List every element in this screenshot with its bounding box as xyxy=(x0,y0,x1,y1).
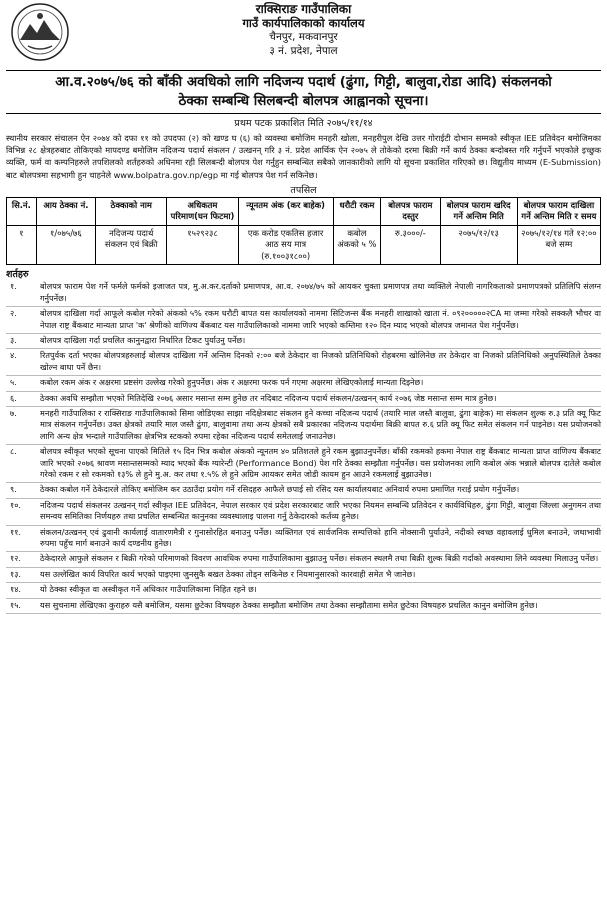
term-text: यस उल्लेखित कार्य विपरित कार्य भएको पाइएमा जुनसुकै बखत ठेक्का तोड्न सकिनेछ र नियमानुसारको कारवाही समेत भै जानेछ। xyxy=(40,568,416,579)
col-header-sn: सि.नं. xyxy=(7,197,37,225)
term-number: १२. xyxy=(10,553,21,564)
term-text: नदिजन्य पदार्थ संकलनर उत्खनन् गर्दा स्वीकृत IEE प्रतिवेदन, नेपाल सरकार एवं प्रदेश सरकारबाट जारि भएका नियमन सम्बन्धि प्रतिवेदन र कार्यविधिहरु, ढुंगा गिट्टी, बालुवा जिल्ला अनुगमन तथा समन्वय समितिका निर्णयहरु तथा प्रचलित सम्बन्धित कानुनका व्यवस्थालाइ पालना गर्नु ठेकेदारको कर्तव्य हुनेछ। xyxy=(40,499,601,522)
term-item xyxy=(6,568,601,583)
term-number: १०. xyxy=(10,499,21,510)
col-header-submission-deadline: बोलपत्र फाराम दाखिला गर्ने अन्तिम मिति र समय xyxy=(517,197,600,225)
col-header-contract-name: ठेक्काको नाम xyxy=(96,197,167,225)
table-cell: १ xyxy=(7,225,37,265)
term-number: ११. xyxy=(10,526,21,537)
col-header-max-quantity: अधिकतम परिमाण(घन फिटमा) xyxy=(167,197,238,225)
term-item xyxy=(6,552,601,567)
col-header-purchase-deadline: बोलपत्र फाराम खरिद गर्ने अन्तिम मिति xyxy=(440,197,517,225)
term-text: ठेकेदारले आफुले संकलन र बिक्री गरेको परिमाणको विवरण आवधिक रुपमा गाउँपालिकामा बुझाउनु पर्नेछ। संकलन स्थलमै तथा बिक्री शुल्क बिक्री गर्दाको अवस्थामा लिने व्यवस्था मिलाउनु पर्नेछ। xyxy=(40,553,599,564)
term-text: बोलपत्र स्वीकृत भएको सूचना पाएको मितिले १५ दिन भित्र कबोल अंकको न्यूनतम ४० प्रतिशतले हुने रकम बुझाउनुपर्नेछ। बाँकी रकमको हकमा नेपाल राष्ट्र बैंकबाट मान्यता प्राप्त वाणिज्य बैंकबाट जारि भएको २०७६ श्रावण मसान्तसम्मको म्याद भएको बैंक ग्यारेन्टी (Performance Bond) पेश गरि ठेक्का सम्झौता गर्नुपर्नेछ। यस प्रयोजनका लागि कबोल अंक भन्नाले बोलपत्र दातेले कबोल गरेको रकम र सो रकमको १३% ले हुने मु.अ. कर तथा १.५% ले हुने अग्रिम आयकर समेत जोडी कायम हुन आउने रकमलाई बुझाउनेछ। xyxy=(40,446,601,479)
term-item xyxy=(6,392,601,407)
term-number: १३. xyxy=(10,568,21,579)
term-item xyxy=(6,334,601,349)
term-number: १५. xyxy=(10,599,21,610)
term-item xyxy=(6,599,601,614)
term-number: २. xyxy=(10,308,17,319)
term-text: मनहरी गाउँपालिका र राक्सिराङ गाउँपालिकाको सिमा जोडिएका साझा नदिक्षेत्रबाट संकलन हुने कच्चा नदिजन्य पदार्थ (तयारि माल जस्तै बालुवा, ढुंगा बाहेक) मा संकलन शुल्क रु.३ प्रति क्यू फिट मात्र संकलन गर्नुपर्नेछ। उक्त क्षेत्रको तयारि माल जस्तै ढुंगा, बालुवामा तथा अन्य क्षेत्रको सबै प्रकारका नदिजन्य पदार्थमा बिक्री बापत रु.६ प्रति क्यू फिट समेत संकलन गर्न पाइनेछ। यस प्रयोजनको लागि अन्य क्षेत्र भन्दाले गाउँपालिका क्षेत्रभित्र स्टकको रुपमा रहेका नदिजन्य पदार्थ समेतलाई जनाउनेछ। xyxy=(40,407,601,441)
term-item xyxy=(6,307,601,334)
table-cell: कबोल अंकको ५ % xyxy=(333,225,381,265)
nepal-emblem-icon xyxy=(10,2,70,62)
office-name: गाउँ कार्यपालिकाको कार्यालय xyxy=(242,16,365,30)
table-cell: रु.३०००/- xyxy=(381,225,440,265)
terms-title: शर्तहरु xyxy=(6,269,29,281)
notice-title-line-2: ठेक्का सम्बन्धि सिलबन्दी बोलपत्र आह्वानको सूचना। xyxy=(178,93,429,109)
term-text: बोलपत्र दाखिला गर्दा आफूले कबोल गरेको अंकको ५% रकम धरौटी बापत यस कार्यालयको नाममा सिटिजन्स बैंक मनहरी शाखाको खाता नं. ०९२०००००२CA मा जम्मा गरेको सक्कलै भौचर वा नेपाल राष्ट्र बैंकबाट मान्यता प्राप्त 'क' श्रेणीको वाणिज्य बैंकबाट यस गाउँपालिकाको नाममा जारि भएको कम्तिमा १२० दिन म्याद भएको बोलपत्र जमानत पेश गर्नुपर्नेछ। xyxy=(40,308,601,330)
office-location: चैनपुर, मकवानपुर xyxy=(269,31,338,43)
term-number: ७. xyxy=(10,407,17,418)
notice-title xyxy=(6,70,601,114)
term-number: ४. xyxy=(10,350,17,361)
table-cell: १/०७५/७६ xyxy=(36,225,95,265)
col-header-deposit: धरौटी रकम xyxy=(333,197,381,225)
terms-list xyxy=(6,280,601,614)
table-cell: नदिजन्य पदार्थ संकलन एवं बिक्री xyxy=(96,225,167,265)
term-number: ८. xyxy=(10,446,17,457)
term-item xyxy=(6,376,601,391)
table-header-row xyxy=(7,197,601,225)
col-header-minimum-amount: न्यूनतम अंक (कर बाहेक) xyxy=(238,197,333,225)
term-text: संकलन/उत्खनन् एवं ढुवानी कार्यलाई वातारणमैत्री र गुनासोरहित बनाउनु पर्नेछ। व्यक्तिगत एवं सार्वजनिक सम्पत्तिको हानि नोक्सानी पुर्याउने, नदीको स्वच्छ वहावलाई धुमिल बनाउने, जथाभावी रुपमा पहुँच मार्ग बनाउने कार्य दण्डनीय हुनेछ। xyxy=(40,526,601,549)
table-cell: १५२९२३८ xyxy=(167,225,238,265)
col-header-contract-no: आय ठेक्का नं. xyxy=(36,197,95,225)
tender-table xyxy=(6,197,601,266)
term-text: रितपुर्वक दर्ता भएका बोलपत्रहरुलाई बोलपत्र दाखिला गर्ने अन्तिम दिनको २:०० बजे ठेकेदार वा निजको प्रतिनिधिको रोहबरमा खोलिनेछ तर ठेकेदार वा निजको प्रतिनिधिको अनुपस्थितिले ठेक्का खोल्न बाधा पर्ने छैन। xyxy=(40,350,601,372)
office-province: ३ नं. प्रदेश, नेपाल xyxy=(269,45,338,57)
term-number: ३. xyxy=(10,334,17,345)
term-item xyxy=(6,349,601,376)
table-cell: २०७५/१२/१३ xyxy=(440,225,517,265)
term-text: यस सुचनामा लेखिएका कुराहरु यसै बमोजिम, यसमा छुटेका विषयहरु ठेक्का सम्झौता बमोजिम तथा ठेक्का सम्झौतामा समेत छुटेका विषयहरु प्रचलित कानुन बमोजिम हुनेछ। xyxy=(40,599,538,610)
term-item xyxy=(6,483,601,498)
term-item xyxy=(6,583,601,598)
term-number: ५. xyxy=(10,377,17,388)
intro-paragraph: स्थानीय सरकार संचालन ऐन २०७४ को दफा ११ को उपदफा (२) को खण्ड घ (६) को व्यवस्था बमोजिम मनहरी खोला, मनहरीपुल देखि उत्तर गोराईटी दोभान सम्मको स्वीकृत IEE प्रतिवेदन बमोजिमका विभिन्न २८ क्षेत्रहरुबाट तोकिएको मापदण्ड बमोजिम नदिजन्य पदार्थ संकलन / उत्खनन् गरि ३ नं. प्रदेश आर्थिक ऐन २०७५ ले तोकेको दरमा बिक्री गर्ने कार्य ठेक्का बन्दोबस्त गरि गर्नुपर्ने भएकोले इच्छुक व्यक्ति, फर्म वा कम्पनिहरुले तपशिलको शर्तहरुको अधिनमा रही सिलबन्दी बोलपत्र पेश गर्नुहुन सम्बन्धित सबैको जानकारीको लागि यो सूचना प्रकाशित गरिएको छ। विद्युतीय माध्यम (E-Submission) बाट बोलपत्रमा सहभागी हुन चाहनेले www.bolpatra.gov.np/egp मा गई बोलपत्र पेश गर्न सकिनेछ। xyxy=(6,133,601,180)
term-text: कबोल रकम अंक र अक्षरमा प्रष्टसंग उल्लेख गरेको हुनुपर्नेछ। अंक र अक्षरमा फरक पर्न गएमा अक्षरमा लेखिएकोलाई मान्यता दिइनेछ। xyxy=(40,377,424,388)
table-row xyxy=(7,225,601,265)
term-item xyxy=(6,526,601,553)
term-number: १४. xyxy=(10,584,21,595)
notice-header xyxy=(6,0,601,66)
term-number: १. xyxy=(10,281,17,292)
table-cell: एक करोड एकतिस हजार आठ सय मात्र (रु.१००३१८००) xyxy=(238,225,333,265)
term-item xyxy=(6,280,601,307)
table-cell: २०७५/१२/१४ गते १२:०० बजे सम्म xyxy=(517,225,600,265)
publication-date: प्रथम पटक प्रकाशित मिति २०७५/११/१४ xyxy=(234,118,373,129)
term-text: यो ठेक्का स्वीकृत वा अस्वीकृत गर्ने अधिकार गाउँपालिकामा निहित रहने छ। xyxy=(40,584,257,595)
term-item xyxy=(6,407,601,445)
table-title: तपसिल xyxy=(290,184,317,196)
term-number: ९. xyxy=(10,484,17,495)
term-text: ठेक्का अवधि सम्झौता भएको मितिदेखि २०७६ असार मसान्त सम्म हुनेछ तर नदिबाट नदिजन्य पदार्थ संकलन/उत्खनन् कार्य २०७६ जेष्ठ मसान्त सम्म मात्र हुनेछ। xyxy=(40,392,497,403)
term-number: ६. xyxy=(10,392,17,403)
municipality-name: राक्सिराङ गाउँपालिका xyxy=(255,2,352,16)
term-item xyxy=(6,499,601,526)
term-text: ठेक्का कबोल गर्ने ठेकेदारले तोकिए बमोजिम कर उठाउँदा प्रयोग गर्ने रसिदहरु आफैले छपाई सो रसिद यस कार्यालयबाट अनिवार्य रुपमा प्रमाणित गराई प्रयोग गर्नुपर्नेछ। xyxy=(40,484,520,495)
col-header-form-fee: बोलपत्र फाराम दस्तुर xyxy=(381,197,440,225)
term-text: बोलपत्र दाखिला गर्दा प्रचलित कानुनद्वारा निर्धारित टिकट पुर्याउनु पर्नेछ। xyxy=(40,334,246,345)
term-item xyxy=(6,445,601,483)
notice-title-line-1: आ.व.२०७५/७६ को बाँकी अवधिको लागि नदिजन्य पदार्थ (ढुंगा, गिट्टी, बालुवा,रोडा आदि) संकलनको xyxy=(55,74,552,90)
term-text: बोलपत्र फाराम पेश गर्ने फर्मले फर्मको इजाजत पत्र, मु.अ.कर.दर्ताको प्रमाणपत्र, आ.व. २०७४/७५ को आयकर चुक्ता प्रमाणपत्र तथा व्यक्तिले नेपाली नागरिकताको प्रमाणपत्रको प्रतिलिपि संलग्न गर्नुपर्नेछ। xyxy=(40,281,601,303)
